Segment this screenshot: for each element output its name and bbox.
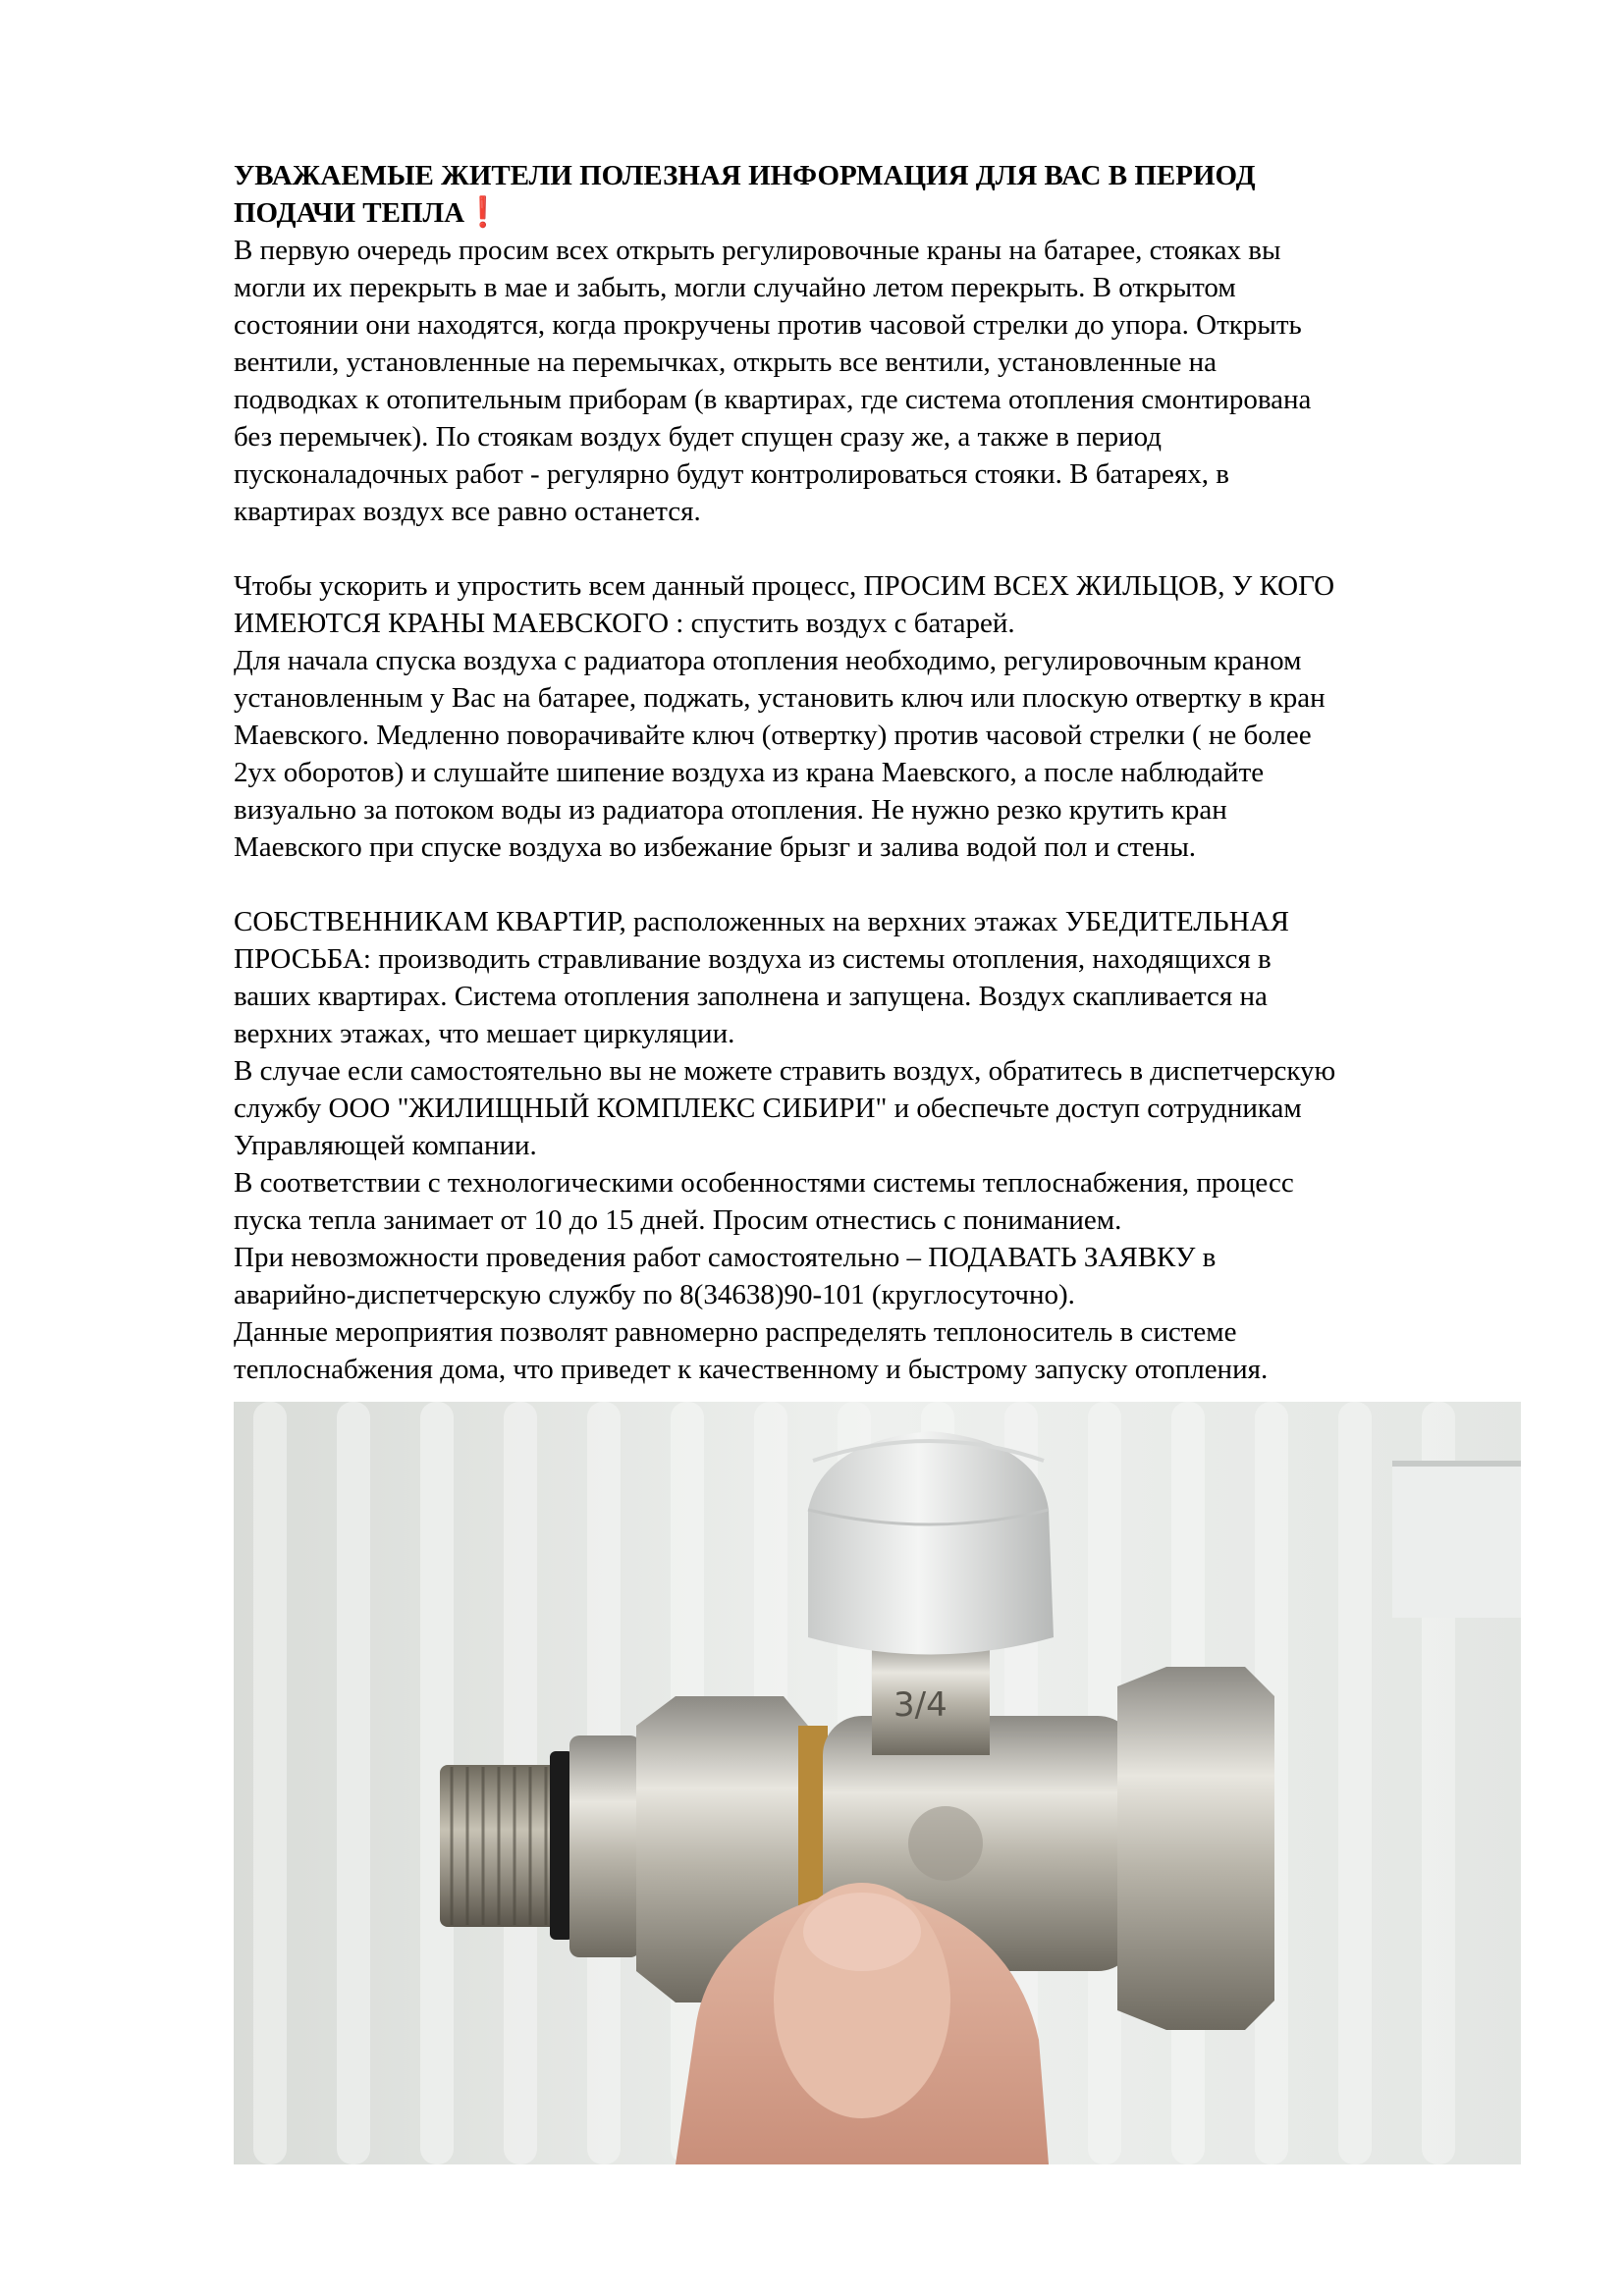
text-line: теплоснабжения дома, что приведет к качественному и быстрому запуску отопления. <box>234 1354 1269 1385</box>
text-line: Управляющей компании. <box>234 1130 537 1161</box>
text-line: В случае если самостоятельно вы не можете стравить воздух, обратитесь в диспетчерскую <box>234 1055 1336 1087</box>
text-line: службу ООО "ЖИЛИЩНЫЙ КОМПЛЕКС СИБИРИ" и обеспечьте доступ сотрудникам <box>234 1093 1302 1124</box>
text-line: СОБСТВЕННИКАМ КВАРТИР, расположенных на верхних этажах УБЕДИТЕЛЬНАЯ <box>234 906 1289 937</box>
paragraph-spacer <box>234 866 1530 903</box>
text-line: могли их перекрыть в мае и забыть, могли случайно летом перекрыть. В открытом <box>234 272 1236 303</box>
text-line: ПРОСЬБА: производить стравливание воздуха из системы отопления, находящихся в <box>234 943 1272 975</box>
text-line: Маевского при спуске воздуха во избежание брызг и залива водой пол и стены. <box>234 831 1197 863</box>
text-line: пуска тепла занимает от 10 до 15 дней. Просим отнестись с пониманием. <box>234 1204 1122 1236</box>
exclamation-icon: ❗ <box>464 195 502 230</box>
paragraph-mayevsky <box>234 567 1530 866</box>
valve-threaded-end <box>440 1735 640 1957</box>
page-title <box>234 157 1530 232</box>
text-line: без перемычек). По стоякам воздух будет спущен сразу же, а также в период <box>234 421 1163 453</box>
text-line: аварийно-диспетчерскую службу по 8(34638)90-101 (круглосуточно). <box>234 1279 1075 1310</box>
text-line: верхних этажах, что мешает циркуляции. <box>234 1018 735 1049</box>
text-line: состоянии они находятся, когда прокручены против часовой стрелки до упора. Открыть <box>234 309 1302 341</box>
valve-illustration <box>234 1402 1521 2164</box>
text-line: Для начала спуска воздуха с радиатора отопления необходимо, регулировочным краном <box>234 645 1302 676</box>
paragraph-spacer <box>234 530 1530 567</box>
text-line: Маевского. Медленно поворачивайте ключ (отвертку) против часовой стрелки ( не более <box>234 720 1312 751</box>
title-line: УВАЖАЕМЫЕ ЖИТЕЛИ ПОЛЕЗНАЯ ИНФОРМАЦИЯ ДЛЯ ВАС В ПЕРИОД <box>234 160 1256 191</box>
text-line: пусконаладочных работ - регулярно будут контролироваться стояки. В батареях, в <box>234 458 1229 490</box>
valve-photo <box>234 1402 1521 2164</box>
title-line: ПОДАЧИ ТЕПЛА❗ <box>234 195 502 230</box>
text-line: установленным у Вас на батарее, поджать, установить ключ или плоскую отвертку в кран <box>234 682 1326 714</box>
text-line: ИМЕЮТСЯ КРАНЫ МАЕВСКОГО : спустить воздух с батарей. <box>234 608 1015 639</box>
text-line: вентили, установленные на перемычках, открыть все вентили, установленные на <box>234 347 1217 378</box>
text-line: В первую очередь просим всех открыть регулировочные краны на батарее, стояках вы <box>234 235 1281 266</box>
text-line: В соответствии с технологическими особенностями системы теплоснабжения, процесс <box>234 1167 1294 1199</box>
document-body <box>234 157 1530 1388</box>
text-line: ваших квартирах. Система отопления заполнена и запущена. Воздух скапливается на <box>234 981 1268 1012</box>
valve-size-marking: 3/4 <box>893 1685 947 1725</box>
paragraph-owners <box>234 903 1530 1388</box>
text-line: Данные мероприятия позволят равномерно распределять теплоноситель в системе <box>234 1316 1237 1348</box>
text-line: подводках к отопительным приборам (в квартирах, где система отопления смонтирована <box>234 384 1312 415</box>
text-line: 2ух оборотов) и слушайте шипение воздуха из крана Маевского, а после наблюдайте <box>234 757 1265 788</box>
text-line: При невозможности проведения работ самостоятельно – ПОДАВАТЬ ЗАЯВКУ в <box>234 1242 1217 1273</box>
text-line: визуально за потоком воды из радиатора отопления. Не нужно резко крутить кран <box>234 794 1227 826</box>
text-line: Чтобы ускорить и упростить всем данный процесс, ПРОСИМ ВСЕХ ЖИЛЬЦОВ, У КОГО <box>234 570 1335 602</box>
paragraph-intro <box>234 232 1530 530</box>
text-line: квартирах воздух все равно останется. <box>234 496 701 527</box>
